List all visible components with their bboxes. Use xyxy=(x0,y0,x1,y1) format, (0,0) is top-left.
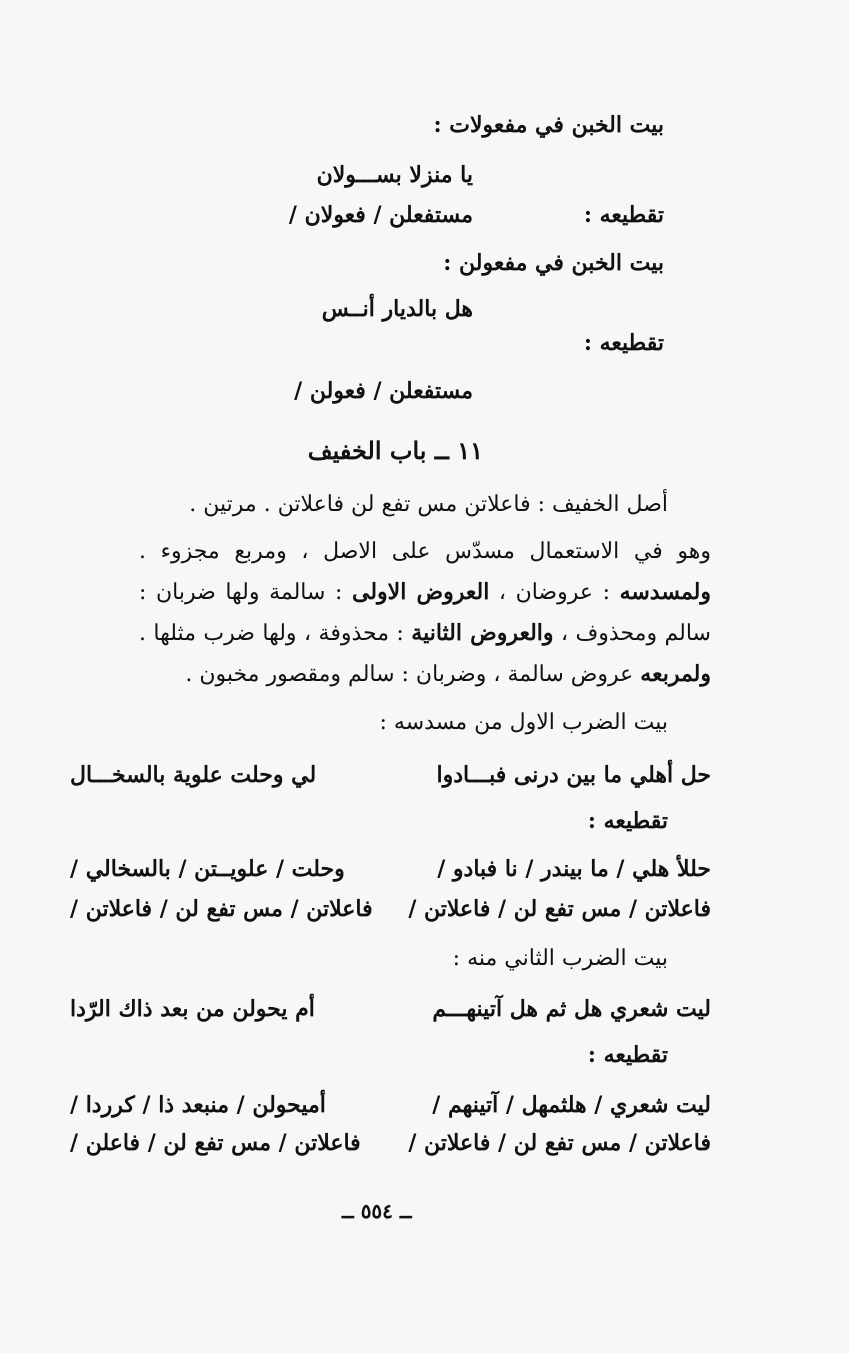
verse-line: هل بالديار أنــس xyxy=(321,296,473,322)
heading-khabn-mafoolun: بيت الخبن في مفعولن : xyxy=(443,250,664,276)
scansion-right: حللأ هلي / ما بيندر / نا فبادو / xyxy=(437,856,711,882)
scansion-line: مستفعلن / فعولن / xyxy=(294,378,473,404)
meter-left: فاعلاتن / مس تفع لن / فاعلن / xyxy=(70,1130,361,1156)
page-number: ــ ٥٥٤ ــ xyxy=(342,1199,412,1223)
intro-line: أصل الخفيف : فاعلاتن مس تفع لن فاعلاتن . مرتين . xyxy=(189,492,668,517)
verse-left-hemistich: أم يحولن من بعد ذاك الرّدا xyxy=(70,996,315,1022)
chapter-title: ١١ ــ باب الخفيف xyxy=(307,436,483,465)
description-paragraph xyxy=(139,532,711,695)
paragraph-text: : محذوفة ، ولها ضرب مثلها . xyxy=(139,621,404,646)
bold-term: العروض الاولى xyxy=(351,579,490,605)
meter-right: فاعلاتن / مس تفع لن / فاعلاتن / xyxy=(408,1130,711,1156)
verse-line: يا منزلا بســـولان xyxy=(316,162,473,188)
paragraph-text: : عروضان ، xyxy=(498,580,610,605)
scansion-label: تقطيعه : xyxy=(587,1042,668,1068)
verse-right-hemistich: حل أهلي ما بين درنى فبـــادوا xyxy=(436,762,711,788)
scansion-left: أميحولن / منبعد ذا / كرردا / xyxy=(70,1092,326,1118)
verse-right-hemistich: ليت شعري هل ثم هل آتينهـــم xyxy=(432,996,711,1022)
scansion-label: تقطيعه : xyxy=(583,202,664,228)
meter-right: فاعلاتن / مس تفع لن / فاعلاتن / xyxy=(408,896,711,922)
bold-term: والعروض الثانية xyxy=(411,620,554,646)
scansion-line: مستفعلن / فعولان / xyxy=(288,202,473,228)
heading-second-darb: بيت الضرب الثاني منه : xyxy=(452,946,668,971)
scansion-label: تقطيعه : xyxy=(583,330,664,356)
scansion-right: ليت شعري / هلثمهل / آتينهم / xyxy=(432,1092,711,1118)
paragraph-text: : سالمة ولها ضربان : سالم ومحذوف ، xyxy=(139,580,711,646)
heading-first-darb: بيت الضرب الاول من مسدسه : xyxy=(379,710,668,735)
paragraph-text: وهو في الاستعمال مسدّس على الاصل ، ومربع مجزوء . xyxy=(139,539,711,564)
heading-khabn-mafoolat: بيت الخبن في مفعولات : xyxy=(433,112,664,138)
scansion-left: وحلت / علويــتن / بالسخالي / xyxy=(70,856,345,882)
paragraph-text: عروض سالمة ، وضربان : سالم ومقصور مخبون . xyxy=(185,662,634,687)
meter-left: فاعلاتن / مس تفع لن / فاعلاتن / xyxy=(70,896,373,922)
verse-left-hemistich: لي وحلت علوية بالسخـــال xyxy=(70,762,317,788)
scansion-label: تقطيعه : xyxy=(587,808,668,834)
bold-term: ولمسدسه xyxy=(619,579,712,605)
bold-term: ولمربعه xyxy=(640,661,711,687)
